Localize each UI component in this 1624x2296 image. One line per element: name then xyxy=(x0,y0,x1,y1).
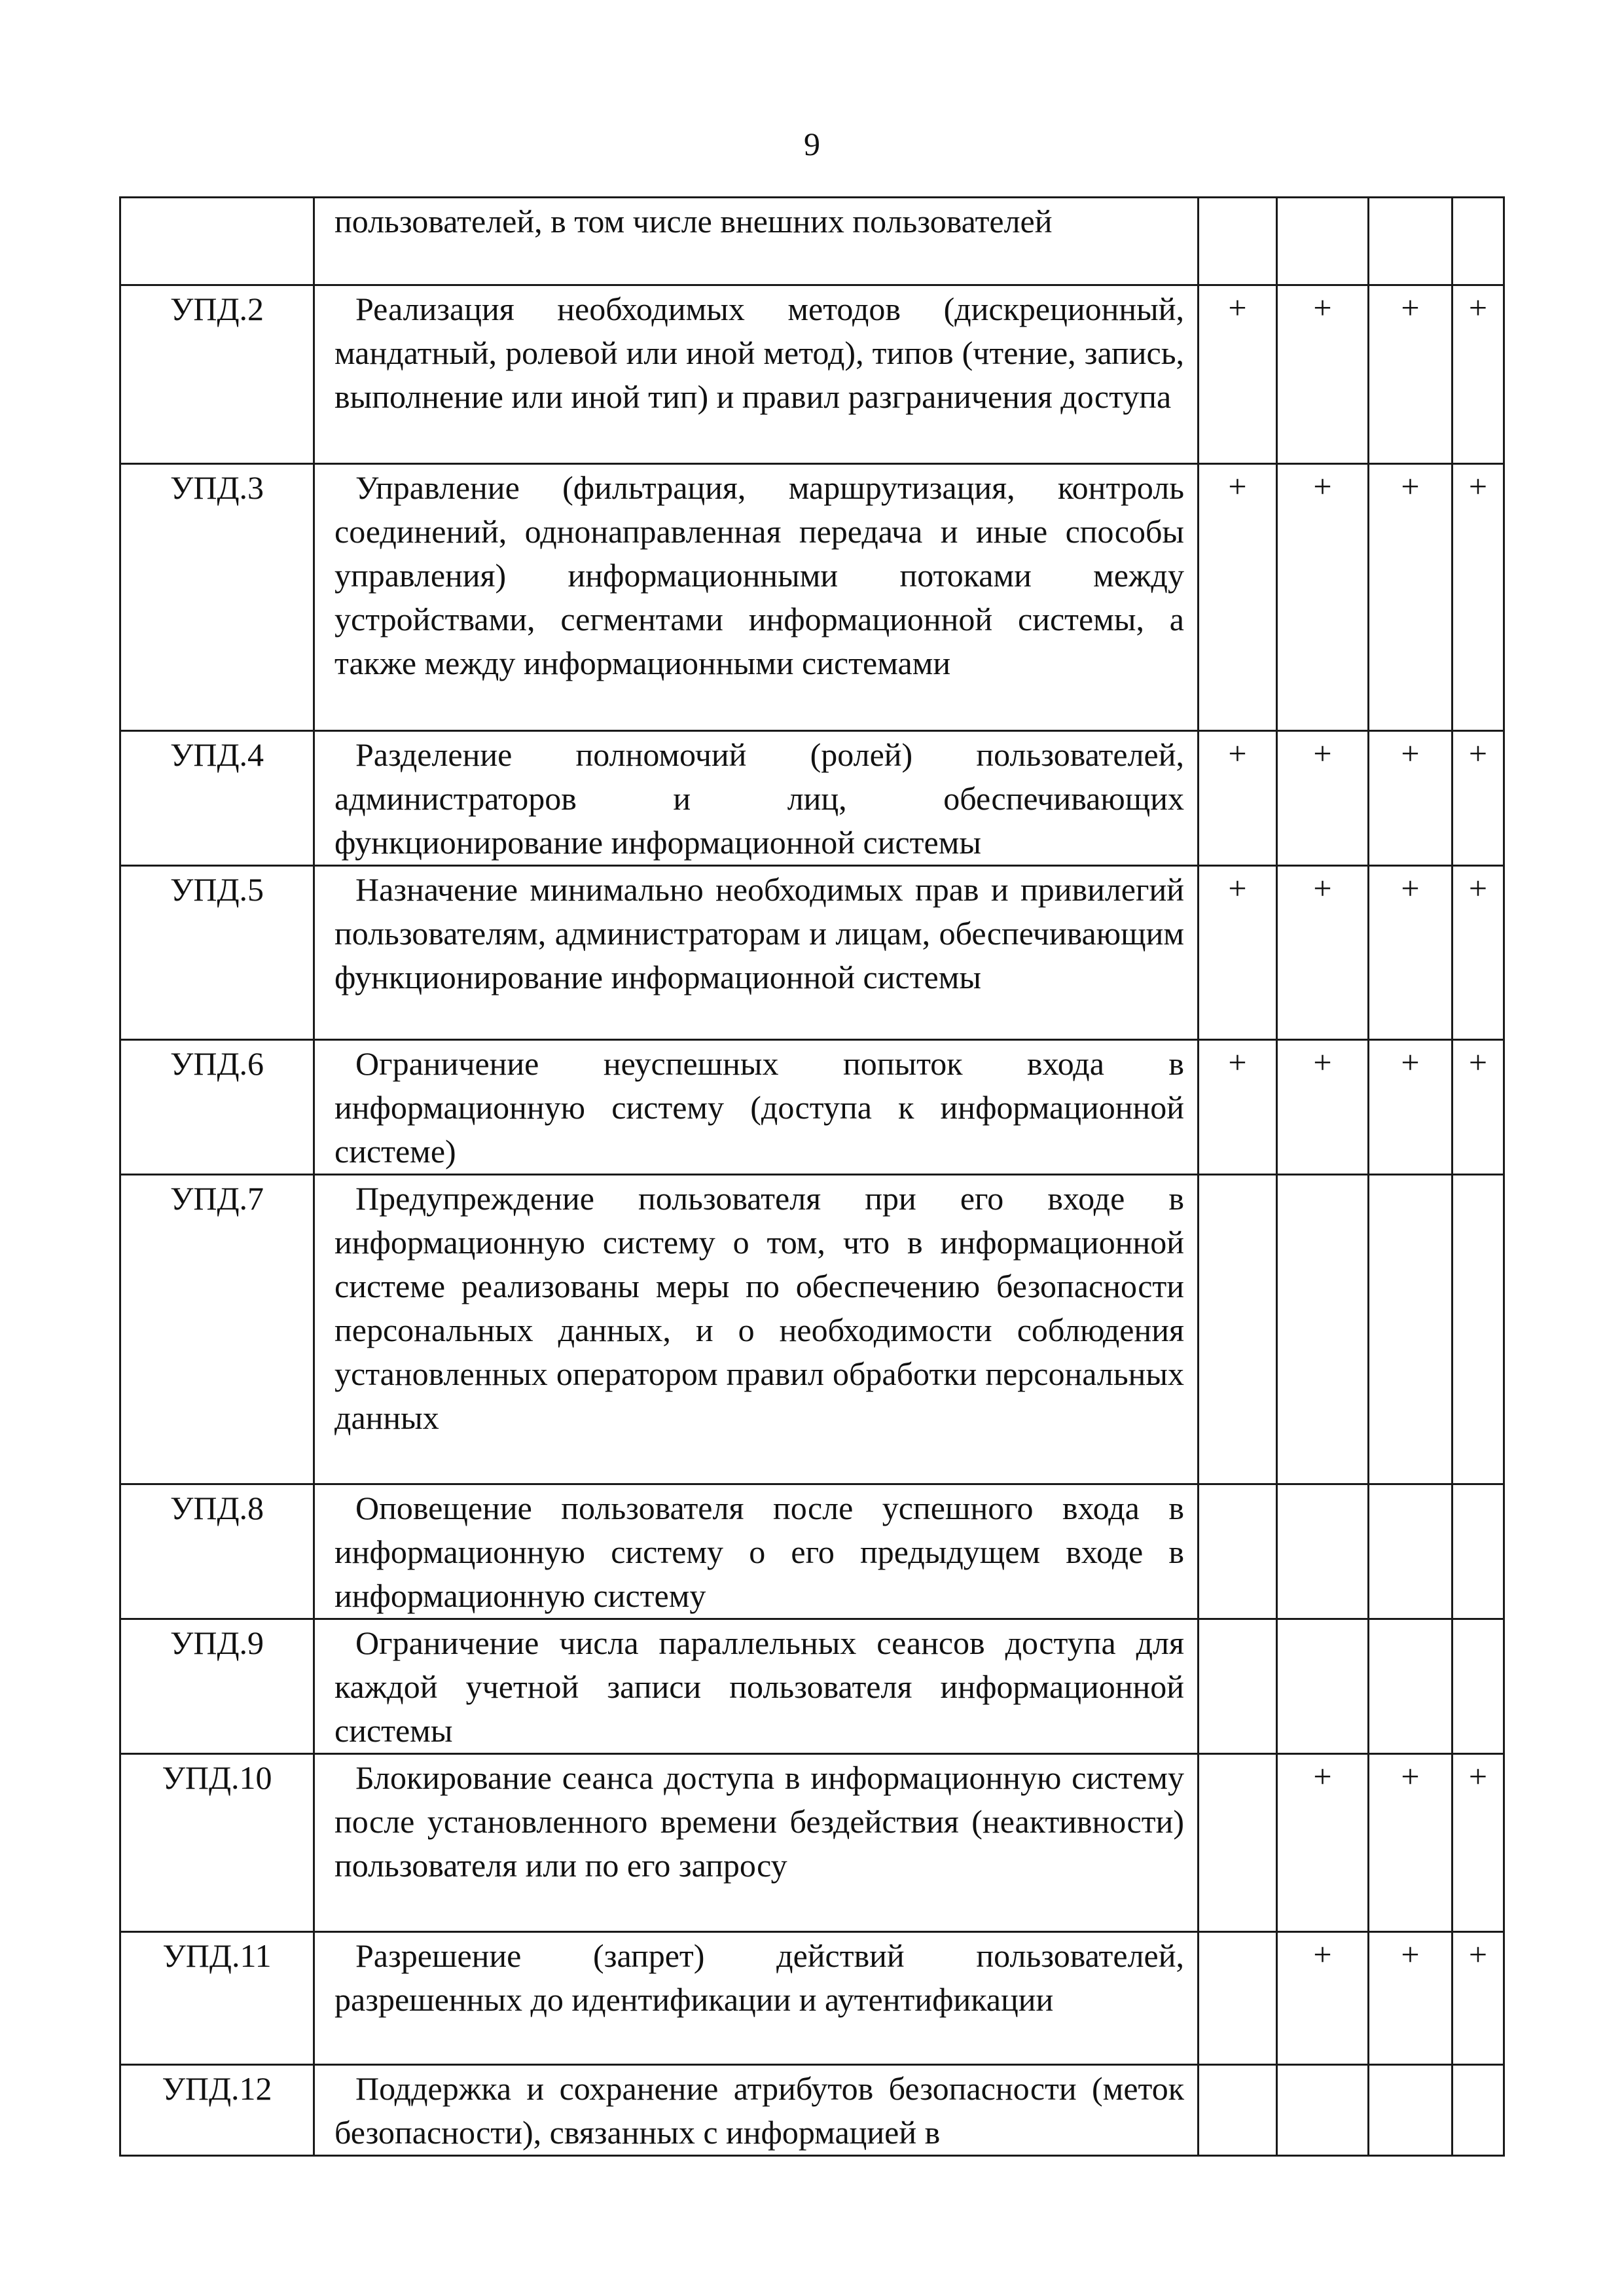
mark-cell: + xyxy=(1453,1754,1504,1932)
measure-code: УПД.9 xyxy=(120,1619,314,1754)
mark-cell: + xyxy=(1277,285,1369,464)
mark-cell: + xyxy=(1277,464,1369,731)
mark-cell: + xyxy=(1369,731,1453,866)
mark-cell: + xyxy=(1453,1932,1504,2065)
mark-cell xyxy=(1199,198,1277,285)
measure-code: УПД.2 xyxy=(120,285,314,464)
mark-cell: + xyxy=(1277,1932,1369,2065)
table-row xyxy=(120,1175,1504,1484)
measure-description: Назначение минимально необходимых прав и привилегий пользователям, администраторам и лицам, обеспечивающим функционирование информационной системы xyxy=(314,866,1199,1040)
measure-code: УПД.6 xyxy=(120,1040,314,1175)
table-row xyxy=(120,1040,1504,1175)
table-row xyxy=(120,1619,1504,1754)
mark-cell: + xyxy=(1453,285,1504,464)
measure-code xyxy=(120,198,314,285)
mark-cell xyxy=(1199,1484,1277,1619)
table-row xyxy=(120,1754,1504,1932)
mark-cell: + xyxy=(1453,731,1504,866)
mark-cell: + xyxy=(1369,866,1453,1040)
mark-cell xyxy=(1453,1619,1504,1754)
table-body xyxy=(120,198,1504,2156)
measure-description: Блокирование сеанса доступа в информационную систему после установленного времени бездействия (неактивности) пользователя или по его запросу xyxy=(314,1754,1199,1932)
measure-code: УПД.5 xyxy=(120,866,314,1040)
mark-cell xyxy=(1369,1484,1453,1619)
measure-description: Оповещение пользователя после успешного входа в информационную систему о его предыдущем входе в информационную систему xyxy=(314,1484,1199,1619)
measure-code: УПД.12 xyxy=(120,2065,314,2156)
mark-cell xyxy=(1453,2065,1504,2156)
mark-cell: + xyxy=(1277,866,1369,1040)
mark-cell xyxy=(1277,2065,1369,2156)
table-row xyxy=(120,866,1504,1040)
mark-cell: + xyxy=(1199,731,1277,866)
mark-cell xyxy=(1199,1175,1277,1484)
mark-cell: + xyxy=(1369,1040,1453,1175)
measure-code: УПД.7 xyxy=(120,1175,314,1484)
mark-cell: + xyxy=(1369,1932,1453,2065)
measure-description: Предупреждение пользователя при его входе в информационную систему о том, что в информационной системе реализованы меры по обеспечению безопасности персональных данных, и о необходимости соблюдения установленных оператором правил обработки персональных данных xyxy=(314,1175,1199,1484)
mark-cell xyxy=(1199,1754,1277,1932)
page-number: 9 xyxy=(804,126,820,162)
mark-cell xyxy=(1199,2065,1277,2156)
table-row xyxy=(120,285,1504,464)
mark-cell: + xyxy=(1369,1754,1453,1932)
measure-description: Разрешение (запрет) действий пользователей, разрешенных до идентификации и аутентификации xyxy=(314,1932,1199,2065)
mark-cell: + xyxy=(1199,285,1277,464)
mark-cell xyxy=(1199,1932,1277,2065)
mark-cell xyxy=(1277,1175,1369,1484)
measure-code: УПД.4 xyxy=(120,731,314,866)
measure-description: Поддержка и сохранение атрибутов безопасности (меток безопасности), связанных с информацией в xyxy=(314,2065,1199,2156)
mark-cell xyxy=(1369,1619,1453,1754)
measure-description: пользователей, в том числе внешних пользователей xyxy=(314,198,1199,285)
mark-cell: + xyxy=(1453,866,1504,1040)
measure-description: Разделение полномочий (ролей) пользователей, администраторов и лиц, обеспечивающих функционирование информационной системы xyxy=(314,731,1199,866)
table-row xyxy=(120,464,1504,731)
measure-description: Ограничение числа параллельных сеансов доступа для каждой учетной записи пользователя информационной системы xyxy=(314,1619,1199,1754)
mark-cell: + xyxy=(1369,285,1453,464)
mark-cell xyxy=(1453,1484,1504,1619)
mark-cell: + xyxy=(1199,866,1277,1040)
measure-code: УПД.8 xyxy=(120,1484,314,1619)
mark-cell xyxy=(1369,1175,1453,1484)
table-row xyxy=(120,731,1504,866)
table-row xyxy=(120,1932,1504,2065)
mark-cell: + xyxy=(1199,464,1277,731)
security-measures-table xyxy=(119,196,1505,2157)
mark-cell: + xyxy=(1277,731,1369,866)
mark-cell: + xyxy=(1369,464,1453,731)
table-row xyxy=(120,198,1504,285)
mark-cell xyxy=(1369,198,1453,285)
measure-description: Управление (фильтрация, маршрутизация, контроль соединений, однонаправленная передача и иные способы управления) информационными потоками между устройствами, сегментами информационной системы, а также между информационными системами xyxy=(314,464,1199,731)
mark-cell: + xyxy=(1199,1040,1277,1175)
mark-cell: + xyxy=(1453,1040,1504,1175)
mark-cell: + xyxy=(1277,1040,1369,1175)
mark-cell xyxy=(1277,1619,1369,1754)
mark-cell xyxy=(1369,2065,1453,2156)
mark-cell xyxy=(1277,1484,1369,1619)
mark-cell xyxy=(1453,198,1504,285)
mark-cell xyxy=(1277,198,1369,285)
measure-description: Ограничение неуспешных попыток входа в информационную систему (доступа к информационной системе) xyxy=(314,1040,1199,1175)
mark-cell: + xyxy=(1453,464,1504,731)
table-row xyxy=(120,2065,1504,2156)
mark-cell: + xyxy=(1277,1754,1369,1932)
mark-cell xyxy=(1453,1175,1504,1484)
table-row xyxy=(120,1484,1504,1619)
measure-code: УПД.3 xyxy=(120,464,314,731)
mark-cell xyxy=(1199,1619,1277,1754)
measure-code: УПД.10 xyxy=(120,1754,314,1932)
measure-description: Реализация необходимых методов (дискреционный, мандатный, ролевой или иной метод), типов (чтение, запись, выполнение или иной тип) и правил разграничения доступа xyxy=(314,285,1199,464)
measure-code: УПД.11 xyxy=(120,1932,314,2065)
